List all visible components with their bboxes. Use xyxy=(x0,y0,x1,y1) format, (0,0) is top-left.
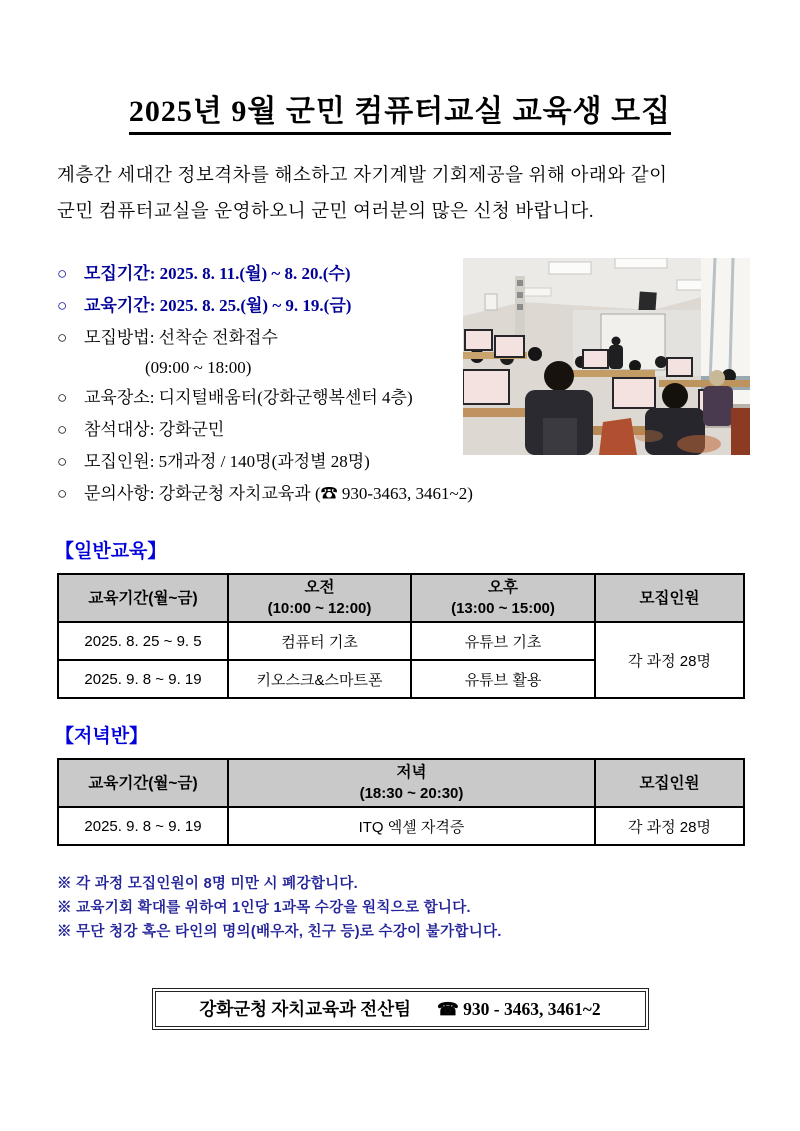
cell-period: 2025. 9. 8 ~ 9. 19 xyxy=(58,807,228,845)
notes-list xyxy=(57,872,800,944)
evening-class-table xyxy=(57,758,745,846)
cell-period: 2025. 9. 8 ~ 9. 19 xyxy=(58,660,228,698)
intro-line-1: 계층간 세대간 정보격차를 해소하고 자기계발 기회제공을 위해 아래와 같이 xyxy=(57,166,668,186)
page-title-text: 2025년 9월 군민 컴퓨터교실 교육생 모집 xyxy=(129,95,671,135)
circle-marker: ○ xyxy=(57,420,68,439)
header-evening xyxy=(228,759,595,807)
cell-morning-course: 키오스크&스마트폰 xyxy=(228,660,411,698)
bullet-text: 모집인원: 5개과정 / 140명(과정별 28명) xyxy=(84,452,370,471)
contact-footer-box xyxy=(152,988,649,1030)
bullet-contact xyxy=(57,478,473,510)
bullet-text: 참석대상: 강화군민 xyxy=(84,420,225,439)
header-evening-label: 저녁 xyxy=(396,764,427,781)
header-evening-time: (18:30 ~ 20:30) xyxy=(359,785,464,802)
bullet-location xyxy=(57,382,457,414)
note-line: ※ 교육기회 확대를 위하여 1인당 1과목 수강을 원칙으로 합니다. xyxy=(57,900,471,916)
header-morning-label: 오전 xyxy=(304,579,335,596)
bullet-capacity xyxy=(57,446,457,478)
section-heading-evening: 【저녁반】 xyxy=(55,726,149,747)
header-afternoon-label: 오후 xyxy=(488,579,518,596)
cell-course: ITQ 엑셀 자격증 xyxy=(228,807,595,845)
header-morning-time: (10:00 ~ 12:00) xyxy=(267,600,372,617)
table-header-row xyxy=(58,759,744,807)
header-morning xyxy=(228,574,411,622)
header-capacity: 모집인원 xyxy=(595,574,744,622)
bullet-recruit-period xyxy=(57,258,457,290)
cell-afternoon-course: 유튜브 기초 xyxy=(411,622,595,660)
table-header-row xyxy=(58,574,744,622)
page-title xyxy=(0,86,800,130)
circle-marker: ○ xyxy=(57,296,68,315)
footer-phone: ☎ 930 - 3463, 3461~2 xyxy=(437,999,601,1019)
info-bullet-list xyxy=(57,258,473,510)
cell-capacity-merged: 각 과정 28명 xyxy=(595,622,744,698)
table-row xyxy=(58,807,744,845)
bullet-text: 모집기간: 2025. 8. 11.(월) ~ 8. 20.(수) xyxy=(84,264,351,283)
bullet-text: 교육기간: 2025. 8. 25.(월) ~ 9. 19.(금) xyxy=(84,296,352,315)
bullet-text: 문의사항: 강화군청 자치교육과 (☎ 930-3463, 3461~2) xyxy=(84,484,473,503)
bullet-text: (09:00 ~ 18:00) xyxy=(145,358,252,377)
section-heading-general: 【일반교육】 xyxy=(55,541,167,562)
header-capacity: 모집인원 xyxy=(595,759,744,807)
bullet-text: 교육장소: 디지털배움터(강화군행복센터 4층) xyxy=(84,388,413,407)
header-afternoon xyxy=(411,574,595,622)
bullet-education-period xyxy=(57,290,457,322)
bullet-recruit-method xyxy=(57,322,457,354)
bullet-target xyxy=(57,414,457,446)
circle-marker: ○ xyxy=(57,264,68,283)
note-line: ※ 무단 청강 혹은 타인의 명의(배우자, 친구 등)로 수강이 불가합니다. xyxy=(57,924,502,940)
header-afternoon-time: (13:00 ~ 15:00) xyxy=(451,600,555,617)
cell-morning-course: 컴퓨터 기초 xyxy=(228,622,411,660)
bullet-text: 모집방법: 선착순 전화접수 xyxy=(84,328,278,347)
intro-paragraph xyxy=(57,158,745,230)
note-line: ※ 각 과정 모집인원이 8명 미만 시 폐강합니다. xyxy=(57,876,359,892)
header-period: 교육기간(월~금) xyxy=(58,574,228,622)
header-period: 교육기간(월~금) xyxy=(58,759,228,807)
table-row xyxy=(58,622,744,660)
bullet-method-hours xyxy=(57,354,457,382)
circle-marker: ○ xyxy=(57,484,68,503)
circle-marker: ○ xyxy=(57,388,68,407)
classroom-photo xyxy=(463,258,750,455)
intro-line-2: 군민 컴퓨터교실을 운영하오니 군민 여러분의 많은 신청 바랍니다. xyxy=(57,202,595,222)
circle-marker: ○ xyxy=(57,452,68,471)
cell-afternoon-course: 유튜브 활용 xyxy=(411,660,595,698)
classroom-photo-illustration xyxy=(463,258,750,455)
general-education-table xyxy=(57,573,745,699)
circle-marker: ○ xyxy=(57,328,68,347)
footer-org: 강화군청 자치교육과 전산팀 xyxy=(199,999,411,1019)
cell-period: 2025. 8. 25 ~ 9. 5 xyxy=(58,622,228,660)
cell-capacity: 각 과정 28명 xyxy=(595,807,744,845)
